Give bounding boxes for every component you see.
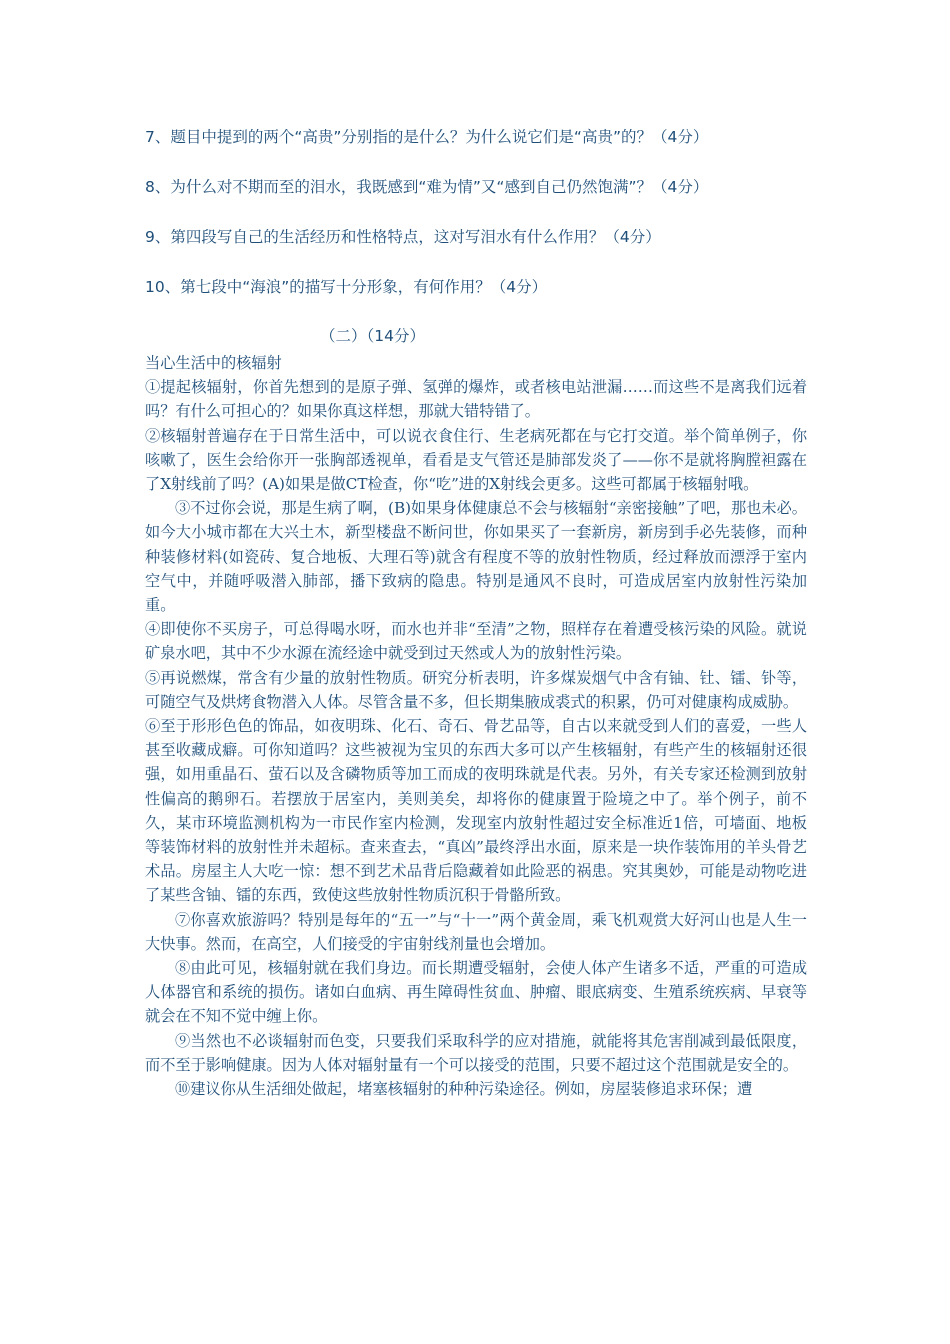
article-title: 当心生活中的核辐射 (145, 354, 282, 372)
article (145, 351, 807, 1101)
paragraph-1: ①提起核辐射，你首先想到的是原子弹、氢弹的爆炸，或者核电站泄漏……而这些不是离我们远着吗？有什么可担心的？如果你真这样想，那就大错特错了。 (145, 378, 807, 421)
question-7: 7、题目中提到的两个“高贵”分别指的是什么？为什么说它们是“高贵”的？（4分） (145, 128, 709, 146)
paragraph-9: ⑨当然也不必谈辐射而色变，只要我们采取科学的应对措施，就能将其危害削减到最低限度，而不至于影响健康。因为人体对辐射量有一个可以接受的范围，只要不超过这个范围就是安全的。 (145, 1031, 807, 1074)
paragraph-10: ⑩建议你从生活细处做起，堵塞核辐射的种种污染途径。例如，房屋装修追求环保；遭 (175, 1080, 753, 1099)
question-8: 8、为什么对不期而至的泪水，我既感到“难为情”又“感到自己仍然饱满”？（4分） (145, 178, 709, 196)
paragraph-6: ⑥至于形形色色的饰品，如夜明珠、化石、奇石、骨艺品等，自古以来就受到人们的喜爱，一些人甚至收藏成癖。可你知道吗？这些被视为宝贝的东西大多可以产生核辐射，有些产生的核辐射还很强，如用重晶石、萤石以及含磷物质等加工而成的夜明珠就是代表。另外，有关专家还检测到放射性偏高的鹅卵石。若摆放于居室内，美则美矣，却将你的健康置于险境之中了。举个例子，前不久，某市环境监测机构为一市民作室内检测，发现室内放射性超过安全标准近1倍，可墙面、地板等装饰材料的放射性并未超标。查来查去，“真凶”最终浮出水面，原来是一块作装饰用的羊头骨艺术品。房屋主人大吃一惊：想不到艺术品背后隐藏着如此险恶的祸患。究其奥妙，可能是动物吃进了某些含铀、镭的东西，致使这些放射性物质沉积于骨骼所致。 (145, 717, 807, 905)
paragraph-8: ⑧由此可见，核辐射就在我们身边。而长期遭受辐射，会使人体产生诸多不适，严重的可造成人体器官和系统的损伤。诸如白血病、再生障碍性贫血、肿瘤、眼底病变、生殖系统疾病、早衰等就会在不知不觉中缠上你。 (145, 959, 807, 1026)
section-heading: （二）（14分） (320, 327, 425, 345)
paragraph-5: ⑤再说燃煤，常含有少量的放射性物质。研究分析表明，许多煤炭烟气中含有铀、钍、镭、钋等，可随空气及烘烤食物潜入人体。尽管含量不多，但长期集腋成裘式的积累，仍可对健康构成威胁。 (145, 668, 807, 711)
question-9: 9、第四段写自己的生活经历和性格特点，这对写泪水有什么作用？（4分） (145, 228, 661, 246)
paragraph-4: ④即使你不买房子，可总得喝水呀，而水也并非“至清”之物，照样存在着遭受核污染的风险。就说矿泉水吧，其中不少水源在流经途中就受到过天然或人为的放射性污染。 (145, 620, 807, 663)
paragraph-3: ③不过你会说，那是生病了啊，(B)如果身体健康总不会与核辐射“亲密接触”了吧，那也未必。如今大小城市都在大兴土木，新型楼盘不断问世，你如果买了一套新房，新房到手必先装修，而种种装修材料(如瓷砖、复合地板、大理石等)就含有程度不等的放射性物质，经过释放而漂浮于室内空气中，并随呼吸潜入肺部，播下致病的隐患。特别是通风不良时，可造成居室内放射性污染加重。 (145, 499, 807, 615)
paragraph-2: ②核辐射普遍存在于日常生活中，可以说衣食住行、生老病死都在与它打交道。举个简单例子，你咳嗽了，医生会给你开一张胸部透视单，看看是支气管还是肺部发炎了——你不是就将胸膛袒露在了X射线前了吗？(A)如果是做CT检查，你“吃”进的X射线会更多。这些可都属于核辐射哦。 (145, 426, 807, 494)
paragraph-7: ⑦你喜欢旅游吗？特别是每年的“五一”与“十一”两个黄金周，乘飞机观赏大好河山也是人生一大快事。然而，在高空，人们接受的宇宙射线剂量也会增加。 (145, 910, 807, 953)
question-10: 10、第七段中“海浪”的描写十分形象，有何作用？（4分） (145, 278, 548, 296)
question-list (145, 126, 825, 326)
